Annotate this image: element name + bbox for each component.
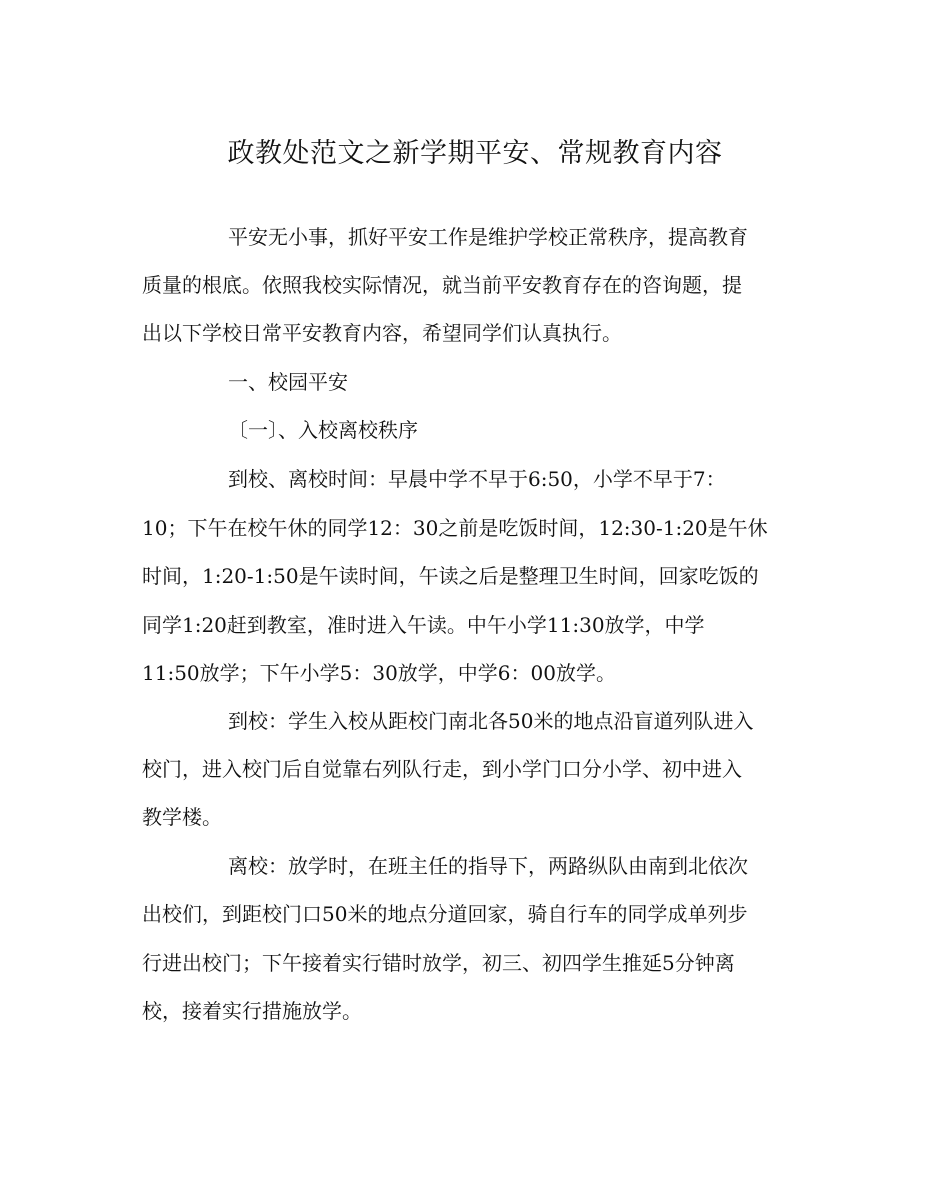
subsection-heading: 〔一〕、入校离校秩序 — [228, 418, 418, 442]
paragraph-line-8: 时间，1:20-1:50是午读时间，午读之后是整理卫生时间，回家吃饭的 — [142, 564, 759, 588]
paragraph-line-1: 平安无小事，抓好平安工作是维护学校正常秩序，提高教育 — [228, 225, 748, 249]
paragraph-line-6: 到校、离校时间：早晨中学不早于6:50，小学不早于7： — [228, 467, 726, 491]
paragraph-line-7: 10；下午在校午休的同学12：30之前是吃饭时间，12:30-1:20是午休 — [142, 516, 768, 540]
paragraph-line-2: 质量的根底。依照我校实际情况，就当前平安教育存在的咨询题，提 — [142, 273, 742, 297]
paragraph-line-17: 校，接着实行措施放学。 — [142, 999, 362, 1023]
paragraph-line-10: 11:50放学；下午小学5：30放学，中学6：00放学。 — [142, 661, 616, 685]
paragraph-line-11: 到校：学生入校从距校门南北各50米的地点沿盲道列队进入 — [228, 709, 754, 733]
paragraph-line-9: 同学1:20赶到教室，准时进入午读。中午小学11:30放学，中学 — [142, 613, 705, 637]
paragraph-line-13: 教学楼。 — [142, 805, 222, 829]
paragraph-line-16: 行进出校门；下午接着实行错时放学，初三、初四学生推延5分钟离 — [142, 951, 735, 975]
paragraph-line-15: 出校们，到距校门口50米的地点分道回家，骑自行车的同学成单列步 — [142, 902, 748, 926]
paragraph-line-12: 校门，进入校门后自觉靠右列队行走，到小学门口分小学、初中进入 — [142, 757, 742, 781]
section-heading: 一、校园平安 — [228, 370, 348, 394]
document-title: 政教处范文之新学期平安、常规教育内容 — [227, 138, 723, 169]
paragraph-line-3: 出以下学校日常平安教育内容，希望同学们认真执行。 — [142, 321, 622, 345]
paragraph-line-14: 离校：放学时，在班主任的指导下，两路纵队由南到北依次 — [228, 854, 748, 878]
